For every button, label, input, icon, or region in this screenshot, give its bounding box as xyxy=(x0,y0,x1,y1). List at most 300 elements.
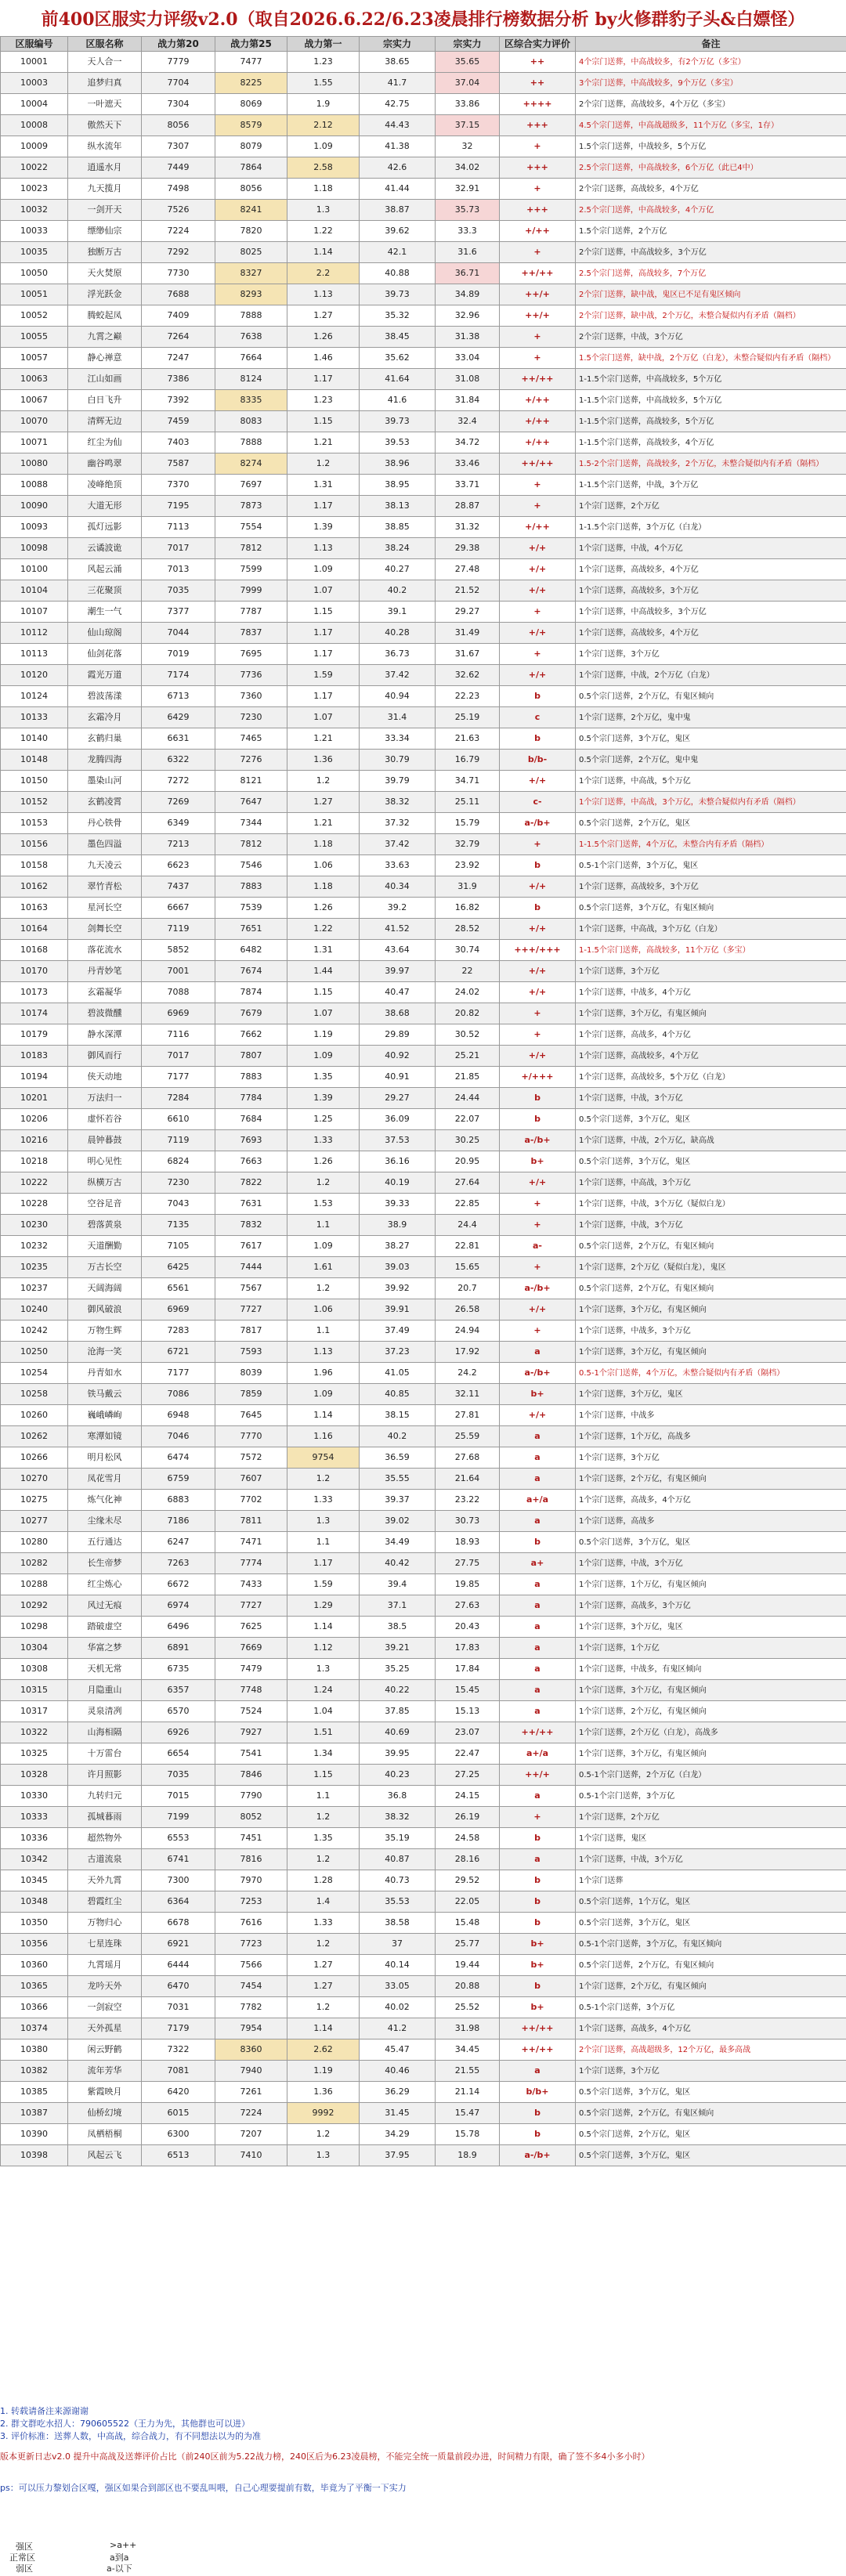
cell-server-name[interactable]: 墨色四溢 xyxy=(68,834,142,855)
cell-sect-power1[interactable]: 41.7 xyxy=(360,73,436,94)
cell-power25[interactable]: 7837 xyxy=(215,623,287,644)
cell-server-name[interactable]: 白日飞升 xyxy=(68,390,142,411)
cell-grade[interactable]: +++ xyxy=(500,115,576,136)
cell-server-id[interactable]: 10107 xyxy=(1,602,68,623)
cell-power20[interactable]: 6610 xyxy=(142,1109,215,1130)
cell-power25[interactable]: 7669 xyxy=(215,1638,287,1659)
cell-sect-power2[interactable]: 28.16 xyxy=(436,1849,500,1870)
cell-power20[interactable]: 7230 xyxy=(142,1172,215,1194)
cell-sect-power1[interactable]: 41.44 xyxy=(360,179,436,200)
cell-power20[interactable]: 7307 xyxy=(142,136,215,157)
cell-sect-power2[interactable]: 15.45 xyxy=(436,1680,500,1701)
cell-note[interactable]: 1个宗门送葬，1个万亿，高战多 xyxy=(576,1426,846,1447)
cell-power25[interactable]: 7433 xyxy=(215,1574,287,1595)
cell-server-name[interactable]: 紫霞映月 xyxy=(68,2082,142,2103)
cell-server-id[interactable]: 10350 xyxy=(1,1913,68,1934)
cell-server-id[interactable]: 10003 xyxy=(1,73,68,94)
cell-grade[interactable]: b+ xyxy=(500,1151,576,1172)
cell-note[interactable]: 1个宗门送葬，3个万亿，有鬼区倾向 xyxy=(576,1680,846,1701)
cell-sect-power1[interactable]: 38.13 xyxy=(360,496,436,517)
cell-sect-power2[interactable]: 27.25 xyxy=(436,1765,500,1786)
cell-power-top[interactable]: 1.27 xyxy=(287,305,360,327)
cell-power25[interactable]: 7477 xyxy=(215,52,287,73)
cell-power20[interactable]: 7174 xyxy=(142,665,215,686)
cell-sect-power2[interactable]: 30.52 xyxy=(436,1024,500,1046)
cell-server-name[interactable]: 丹心铁骨 xyxy=(68,813,142,834)
cell-power25[interactable]: 7674 xyxy=(215,961,287,982)
cell-power-top[interactable]: 1.21 xyxy=(287,728,360,750)
cell-note[interactable]: 0.5个宗门送葬，1个万亿，鬼区 xyxy=(576,1891,846,1913)
cell-sect-power1[interactable]: 39.02 xyxy=(360,1511,436,1532)
cell-grade[interactable]: ++/++ xyxy=(500,1722,576,1743)
cell-note[interactable]: 1个宗门送葬，3个万亿，有鬼区倾向 xyxy=(576,1342,846,1363)
cell-sect-power1[interactable]: 37.32 xyxy=(360,813,436,834)
cell-power25[interactable]: 7820 xyxy=(215,221,287,242)
cell-server-id[interactable]: 10150 xyxy=(1,771,68,792)
cell-sect-power2[interactable]: 18.93 xyxy=(436,1532,500,1553)
cell-power-top[interactable]: 1.17 xyxy=(287,623,360,644)
cell-server-name[interactable]: 玄霜冷月 xyxy=(68,707,142,728)
cell-sect-power2[interactable]: 33.46 xyxy=(436,453,500,475)
cell-sect-power2[interactable]: 30.74 xyxy=(436,940,500,961)
cell-grade[interactable]: +/++ xyxy=(500,432,576,453)
cell-server-name[interactable]: 风起云涌 xyxy=(68,559,142,580)
cell-power20[interactable]: 7019 xyxy=(142,644,215,665)
cell-power-top[interactable]: 1.09 xyxy=(287,559,360,580)
cell-server-name[interactable]: 五行通达 xyxy=(68,1532,142,1553)
cell-power-top[interactable]: 1.9 xyxy=(287,94,360,115)
cell-power25[interactable]: 7651 xyxy=(215,919,287,940)
cell-power20[interactable]: 6349 xyxy=(142,813,215,834)
cell-power25[interactable]: 7253 xyxy=(215,1891,287,1913)
cell-sect-power1[interactable]: 40.2 xyxy=(360,1426,436,1447)
cell-sect-power2[interactable]: 29.27 xyxy=(436,602,500,623)
cell-power20[interactable]: 7113 xyxy=(142,517,215,538)
cell-server-name[interactable]: 尘缘未尽 xyxy=(68,1511,142,1532)
col-header-note[interactable]: 备注 xyxy=(576,37,846,52)
cell-server-id[interactable]: 10112 xyxy=(1,623,68,644)
cell-server-name[interactable]: 幽谷鸣翠 xyxy=(68,453,142,475)
cell-power25[interactable]: 8225 xyxy=(215,73,287,94)
cell-server-name[interactable]: 古道流泉 xyxy=(68,1849,142,1870)
cell-sect-power1[interactable]: 35.32 xyxy=(360,305,436,327)
cell-sect-power2[interactable]: 32.96 xyxy=(436,305,500,327)
cell-power25[interactable]: 7679 xyxy=(215,1003,287,1024)
cell-server-id[interactable]: 10050 xyxy=(1,263,68,284)
cell-server-name[interactable]: 空谷足音 xyxy=(68,1194,142,1215)
cell-sect-power1[interactable]: 40.92 xyxy=(360,1046,436,1067)
cell-power25[interactable]: 7454 xyxy=(215,1976,287,1997)
cell-power20[interactable]: 7300 xyxy=(142,1870,215,1891)
cell-power-top[interactable]: 1.25 xyxy=(287,1109,360,1130)
cell-sect-power2[interactable]: 19.85 xyxy=(436,1574,500,1595)
cell-sect-power1[interactable]: 35.19 xyxy=(360,1828,436,1849)
cell-grade[interactable]: + xyxy=(500,496,576,517)
cell-server-id[interactable]: 10216 xyxy=(1,1130,68,1151)
cell-power25[interactable]: 7617 xyxy=(215,1236,287,1257)
cell-server-id[interactable]: 10385 xyxy=(1,2082,68,2103)
cell-note[interactable]: 1个宗门送葬，鬼区 xyxy=(576,1828,846,1849)
cell-power-top[interactable]: 1.1 xyxy=(287,1215,360,1236)
cell-sect-power2[interactable]: 22.23 xyxy=(436,686,500,707)
cell-power20[interactable]: 7046 xyxy=(142,1426,215,1447)
cell-power25[interactable]: 8241 xyxy=(215,200,287,221)
cell-sect-power2[interactable]: 32.11 xyxy=(436,1384,500,1405)
cell-sect-power2[interactable]: 22.85 xyxy=(436,1194,500,1215)
cell-sect-power1[interactable]: 33.05 xyxy=(360,1976,436,1997)
cell-sect-power2[interactable]: 22.81 xyxy=(436,1236,500,1257)
cell-server-name[interactable]: 傲然天下 xyxy=(68,115,142,136)
cell-note[interactable]: 4个宗门送葬，中高战较多，有2个万亿（多宝） xyxy=(576,52,846,73)
cell-server-id[interactable]: 10120 xyxy=(1,665,68,686)
cell-sect-power2[interactable]: 21.64 xyxy=(436,1469,500,1490)
cell-power25[interactable]: 7539 xyxy=(215,898,287,919)
cell-sect-power1[interactable]: 38.24 xyxy=(360,538,436,559)
cell-sect-power2[interactable]: 32.62 xyxy=(436,665,500,686)
cell-sect-power1[interactable]: 45.47 xyxy=(360,2039,436,2061)
cell-server-id[interactable]: 10052 xyxy=(1,305,68,327)
cell-note[interactable]: 2个宗门送葬，缺中战，2个万亿，未整合疑似内有矛盾（隔档） xyxy=(576,305,846,327)
cell-power20[interactable]: 7264 xyxy=(142,327,215,348)
cell-power20[interactable]: 7001 xyxy=(142,961,215,982)
cell-server-name[interactable]: 凤栖梧桐 xyxy=(68,2124,142,2145)
cell-server-name[interactable]: 九转归元 xyxy=(68,1786,142,1807)
cell-power-top[interactable]: 1.13 xyxy=(287,284,360,305)
cell-sect-power1[interactable]: 37.85 xyxy=(360,1701,436,1722)
cell-server-id[interactable]: 10345 xyxy=(1,1870,68,1891)
cell-power20[interactable]: 7283 xyxy=(142,1321,215,1342)
cell-note[interactable]: 1个宗门送葬，3个万亿，鬼区 xyxy=(576,1617,846,1638)
cell-grade[interactable]: b+ xyxy=(500,1384,576,1405)
cell-power20[interactable]: 6570 xyxy=(142,1701,215,1722)
cell-note[interactable]: 1个宗门送葬，中高战，3个万亿（白龙） xyxy=(576,919,846,940)
cell-grade[interactable]: ++ xyxy=(500,73,576,94)
cell-note[interactable]: 1个宗门送葬，2个万亿 xyxy=(576,496,846,517)
cell-power20[interactable]: 7370 xyxy=(142,475,215,496)
cell-note[interactable]: 1个宗门送葬，高战多，4个万亿 xyxy=(576,2018,846,2039)
cell-power-top[interactable]: 1.09 xyxy=(287,136,360,157)
cell-sect-power2[interactable]: 34.45 xyxy=(436,2039,500,2061)
cell-server-name[interactable]: 缥缈仙宗 xyxy=(68,221,142,242)
cell-sect-power2[interactable]: 26.19 xyxy=(436,1807,500,1828)
cell-power-top[interactable]: 1.17 xyxy=(287,644,360,665)
cell-sect-power1[interactable]: 40.69 xyxy=(360,1722,436,1743)
cell-note[interactable]: 1个宗门送葬，中战，3个万亿 xyxy=(576,1553,846,1574)
cell-power-top[interactable]: 1.22 xyxy=(287,919,360,940)
cell-power25[interactable]: 7782 xyxy=(215,1997,287,2018)
cell-power20[interactable]: 7086 xyxy=(142,1384,215,1405)
cell-grade[interactable]: +/++ xyxy=(500,517,576,538)
cell-server-id[interactable]: 10080 xyxy=(1,453,68,475)
cell-note[interactable]: 1-1.5个宗门送葬，高战较多，11个万亿（多宝） xyxy=(576,940,846,961)
cell-power-top[interactable]: 1.24 xyxy=(287,1680,360,1701)
cell-server-name[interactable]: 月隐重山 xyxy=(68,1680,142,1701)
cell-server-id[interactable]: 10232 xyxy=(1,1236,68,1257)
cell-server-name[interactable]: 潮生一气 xyxy=(68,602,142,623)
cell-grade[interactable]: b xyxy=(500,1913,576,1934)
cell-sect-power2[interactable]: 33.86 xyxy=(436,94,500,115)
cell-sect-power2[interactable]: 21.14 xyxy=(436,2082,500,2103)
cell-sect-power1[interactable]: 40.27 xyxy=(360,559,436,580)
cell-power-top[interactable]: 1.14 xyxy=(287,1617,360,1638)
cell-sect-power1[interactable]: 36.8 xyxy=(360,1786,436,1807)
cell-grade[interactable]: + xyxy=(500,242,576,263)
cell-server-id[interactable]: 10098 xyxy=(1,538,68,559)
cell-note[interactable]: 1个宗门送葬，中战，3个万亿 xyxy=(576,1849,846,1870)
cell-note[interactable]: 1个宗门送葬，2个万亿（白龙），高战多 xyxy=(576,1722,846,1743)
cell-power25[interactable]: 7616 xyxy=(215,1913,287,1934)
cell-sect-power1[interactable]: 40.87 xyxy=(360,1849,436,1870)
cell-server-name[interactable]: 万古长空 xyxy=(68,1257,142,1278)
cell-power-top[interactable]: 1.1 xyxy=(287,1321,360,1342)
cell-sect-power1[interactable]: 38.87 xyxy=(360,200,436,221)
cell-power20[interactable]: 6364 xyxy=(142,1891,215,1913)
cell-server-name[interactable]: 御风而行 xyxy=(68,1046,142,1067)
cell-power-top[interactable]: 1.15 xyxy=(287,602,360,623)
cell-server-id[interactable]: 10009 xyxy=(1,136,68,157)
cell-sect-power1[interactable]: 42.1 xyxy=(360,242,436,263)
cell-server-name[interactable]: 虚怀若谷 xyxy=(68,1109,142,1130)
cell-power20[interactable]: 6470 xyxy=(142,1976,215,1997)
cell-sect-power2[interactable]: 31.67 xyxy=(436,644,500,665)
cell-sect-power2[interactable]: 23.07 xyxy=(436,1722,500,1743)
cell-sect-power2[interactable]: 24.2 xyxy=(436,1363,500,1384)
cell-sect-power2[interactable]: 24.15 xyxy=(436,1786,500,1807)
cell-sect-power2[interactable]: 31.49 xyxy=(436,623,500,644)
cell-sect-power1[interactable]: 40.91 xyxy=(360,1067,436,1088)
cell-server-id[interactable]: 10356 xyxy=(1,1934,68,1955)
cell-note[interactable]: 1个宗门送葬，中战，4个万亿 xyxy=(576,538,846,559)
cell-server-name[interactable]: 天火焚原 xyxy=(68,263,142,284)
cell-power20[interactable]: 7272 xyxy=(142,771,215,792)
cell-power20[interactable]: 7526 xyxy=(142,200,215,221)
cell-note[interactable]: 1个宗门送葬，中战多，4个万亿 xyxy=(576,982,846,1003)
cell-power-top[interactable]: 1.26 xyxy=(287,327,360,348)
cell-server-id[interactable]: 10174 xyxy=(1,1003,68,1024)
cell-note[interactable]: 2.5个宗门送葬，中高战较多，6个万亿（此已4中） xyxy=(576,157,846,179)
cell-power-top[interactable]: 1.18 xyxy=(287,876,360,898)
cell-server-name[interactable]: 沧海一笑 xyxy=(68,1342,142,1363)
cell-grade[interactable]: b xyxy=(500,2103,576,2124)
cell-sect-power2[interactable]: 31.08 xyxy=(436,369,500,390)
cell-power20[interactable]: 7587 xyxy=(142,453,215,475)
cell-power20[interactable]: 6631 xyxy=(142,728,215,750)
cell-sect-power2[interactable]: 24.4 xyxy=(436,1215,500,1236)
cell-grade[interactable]: a xyxy=(500,1447,576,1469)
cell-power-top[interactable]: 1.23 xyxy=(287,52,360,73)
cell-power-top[interactable]: 1.14 xyxy=(287,2018,360,2039)
cell-note[interactable]: 1个宗门送葬，中战，2个万亿，缺高战 xyxy=(576,1130,846,1151)
cell-power25[interactable]: 7566 xyxy=(215,1955,287,1976)
cell-grade[interactable]: + xyxy=(500,1321,576,1342)
cell-power25[interactable]: 7207 xyxy=(215,2124,287,2145)
cell-power25[interactable]: 7541 xyxy=(215,1743,287,1765)
cell-power20[interactable]: 7017 xyxy=(142,538,215,559)
cell-sect-power1[interactable]: 36.29 xyxy=(360,2082,436,2103)
cell-power20[interactable]: 7195 xyxy=(142,496,215,517)
cell-power20[interactable]: 7449 xyxy=(142,157,215,179)
cell-note[interactable]: 1个宗门送葬，3个万亿 xyxy=(576,2061,846,2082)
cell-server-id[interactable]: 10280 xyxy=(1,1532,68,1553)
cell-sect-power2[interactable]: 24.02 xyxy=(436,982,500,1003)
cell-sect-power1[interactable]: 44.43 xyxy=(360,115,436,136)
cell-server-id[interactable]: 10270 xyxy=(1,1469,68,1490)
cell-power25[interactable]: 8274 xyxy=(215,453,287,475)
cell-grade[interactable]: a xyxy=(500,1342,576,1363)
cell-power-top[interactable]: 1.39 xyxy=(287,1088,360,1109)
cell-server-name[interactable]: 龙吟天外 xyxy=(68,1976,142,1997)
cell-note[interactable]: 1个宗门送葬，2个万亿，有鬼区倾向 xyxy=(576,1469,846,1490)
cell-grade[interactable]: ++/+ xyxy=(500,1765,576,1786)
cell-server-name[interactable]: 十万雷台 xyxy=(68,1743,142,1765)
cell-power20[interactable]: 7224 xyxy=(142,221,215,242)
cell-sect-power1[interactable]: 31.45 xyxy=(360,2103,436,2124)
cell-note[interactable]: 1个宗门送葬，高战较多，4个万亿 xyxy=(576,1046,846,1067)
cell-sect-power2[interactable]: 20.88 xyxy=(436,1976,500,1997)
cell-server-name[interactable]: 万法归一 xyxy=(68,1088,142,1109)
cell-power-top[interactable]: 1.1 xyxy=(287,1532,360,1553)
cell-sect-power1[interactable]: 40.19 xyxy=(360,1172,436,1194)
cell-server-id[interactable]: 10222 xyxy=(1,1172,68,1194)
cell-grade[interactable]: ++/+ xyxy=(500,284,576,305)
cell-power20[interactable]: 6759 xyxy=(142,1469,215,1490)
cell-sect-power1[interactable]: 39.33 xyxy=(360,1194,436,1215)
cell-power20[interactable]: 7377 xyxy=(142,602,215,623)
cell-power20[interactable]: 7119 xyxy=(142,919,215,940)
cell-sect-power2[interactable]: 18.9 xyxy=(436,2145,500,2166)
cell-grade[interactable]: + xyxy=(500,179,576,200)
cell-power-top[interactable]: 1.09 xyxy=(287,1046,360,1067)
cell-power-top[interactable]: 1.2 xyxy=(287,1469,360,1490)
cell-server-name[interactable]: 凤花雪月 xyxy=(68,1469,142,1490)
cell-grade[interactable]: b xyxy=(500,1870,576,1891)
cell-grade[interactable]: +++ xyxy=(500,157,576,179)
cell-sect-power2[interactable]: 22.05 xyxy=(436,1891,500,1913)
cell-server-id[interactable]: 10032 xyxy=(1,200,68,221)
cell-power20[interactable]: 6969 xyxy=(142,1299,215,1321)
cell-grade[interactable]: b xyxy=(500,1976,576,1997)
cell-grade[interactable]: b xyxy=(500,898,576,919)
cell-sect-power1[interactable]: 38.95 xyxy=(360,475,436,496)
cell-note[interactable]: 1个宗门送葬，高战较多，4个万亿 xyxy=(576,559,846,580)
cell-power-top[interactable]: 1.15 xyxy=(287,1765,360,1786)
cell-power-top[interactable]: 1.96 xyxy=(287,1363,360,1384)
cell-note[interactable]: 1个宗门送葬，3个万亿，鬼区 xyxy=(576,1384,846,1405)
cell-power-top[interactable]: 1.59 xyxy=(287,1574,360,1595)
cell-server-name[interactable]: 碧落黄泉 xyxy=(68,1215,142,1236)
cell-sect-power1[interactable]: 39.73 xyxy=(360,284,436,305)
cell-note[interactable]: 0.5个宗门送葬，2个万亿，鬼区 xyxy=(576,813,846,834)
cell-power25[interactable]: 7774 xyxy=(215,1553,287,1574)
cell-grade[interactable]: ++/++ xyxy=(500,263,576,284)
cell-server-id[interactable]: 10260 xyxy=(1,1405,68,1426)
cell-sect-power2[interactable]: 25.21 xyxy=(436,1046,500,1067)
cell-sect-power2[interactable]: 32.4 xyxy=(436,411,500,432)
cell-power25[interactable]: 7261 xyxy=(215,2082,287,2103)
cell-power-top[interactable]: 1.33 xyxy=(287,1130,360,1151)
cell-power25[interactable]: 6482 xyxy=(215,940,287,961)
cell-note[interactable]: 0.5-1个宗门送葬，3个万亿，有鬼区倾向 xyxy=(576,1934,846,1955)
cell-sect-power1[interactable]: 40.73 xyxy=(360,1870,436,1891)
cell-sect-power1[interactable]: 33.63 xyxy=(360,855,436,876)
cell-grade[interactable]: ++ xyxy=(500,52,576,73)
cell-sect-power2[interactable]: 25.77 xyxy=(436,1934,500,1955)
cell-power20[interactable]: 7779 xyxy=(142,52,215,73)
cell-grade[interactable]: b+ xyxy=(500,1955,576,1976)
col-header-power20[interactable]: 战力第20 xyxy=(142,37,215,52)
cell-grade[interactable]: ++/+ xyxy=(500,305,576,327)
cell-sect-power1[interactable]: 38.45 xyxy=(360,327,436,348)
cell-sect-power1[interactable]: 39.53 xyxy=(360,432,436,453)
cell-power20[interactable]: 7437 xyxy=(142,876,215,898)
cell-grade[interactable]: b xyxy=(500,855,576,876)
cell-power-top[interactable]: 1.2 xyxy=(287,1997,360,2018)
cell-power25[interactable]: 7645 xyxy=(215,1405,287,1426)
cell-grade[interactable]: a xyxy=(500,1574,576,1595)
cell-power25[interactable]: 7888 xyxy=(215,432,287,453)
cell-power-top[interactable]: 1.17 xyxy=(287,1553,360,1574)
cell-grade[interactable]: b/b+ xyxy=(500,2082,576,2103)
cell-power25[interactable]: 8079 xyxy=(215,136,287,157)
cell-power25[interactable]: 7807 xyxy=(215,1046,287,1067)
cell-sect-power2[interactable]: 15.78 xyxy=(436,2124,500,2145)
cell-power-top[interactable]: 1.12 xyxy=(287,1638,360,1659)
cell-power20[interactable]: 6948 xyxy=(142,1405,215,1426)
cell-note[interactable]: 1个宗门送葬，高战较多，3个万亿 xyxy=(576,580,846,602)
cell-power20[interactable]: 7498 xyxy=(142,179,215,200)
cell-power-top[interactable]: 1.15 xyxy=(287,982,360,1003)
cell-sect-power2[interactable]: 20.43 xyxy=(436,1617,500,1638)
cell-sect-power2[interactable]: 15.79 xyxy=(436,813,500,834)
cell-note[interactable]: 1.5个宗门送葬，2个万亿 xyxy=(576,221,846,242)
cell-grade[interactable]: a+ xyxy=(500,1553,576,1574)
cell-note[interactable]: 1个宗门送葬，中战，3个万亿 xyxy=(576,1088,846,1109)
cell-server-name[interactable]: 闲云野鹤 xyxy=(68,2039,142,2061)
cell-server-id[interactable]: 10055 xyxy=(1,327,68,348)
cell-sect-power2[interactable]: 31.9 xyxy=(436,876,500,898)
cell-server-id[interactable]: 10158 xyxy=(1,855,68,876)
cell-server-id[interactable]: 10322 xyxy=(1,1722,68,1743)
col-header-sect-power2[interactable]: 宗实力 xyxy=(436,37,500,52)
cell-server-id[interactable]: 10168 xyxy=(1,940,68,961)
cell-server-id[interactable]: 10228 xyxy=(1,1194,68,1215)
cell-server-id[interactable]: 10035 xyxy=(1,242,68,263)
cell-sect-power2[interactable]: 27.81 xyxy=(436,1405,500,1426)
cell-power-top[interactable]: 1.3 xyxy=(287,1511,360,1532)
cell-grade[interactable]: + xyxy=(500,1807,576,1828)
cell-power20[interactable]: 6474 xyxy=(142,1447,215,1469)
cell-power20[interactable]: 7386 xyxy=(142,369,215,390)
cell-server-name[interactable]: 三花聚顶 xyxy=(68,580,142,602)
cell-power-top[interactable]: 1.27 xyxy=(287,1955,360,1976)
cell-power25[interactable]: 7790 xyxy=(215,1786,287,1807)
cell-grade[interactable]: +/++ xyxy=(500,390,576,411)
cell-server-id[interactable]: 10254 xyxy=(1,1363,68,1384)
cell-note[interactable]: 0.5个宗门送葬，2个万亿，鬼中鬼 xyxy=(576,750,846,771)
cell-note[interactable]: 1.5个宗门送葬，中战较多，5个万亿 xyxy=(576,136,846,157)
cell-sect-power1[interactable]: 37.42 xyxy=(360,834,436,855)
cell-sect-power1[interactable]: 38.85 xyxy=(360,517,436,538)
cell-server-id[interactable]: 10004 xyxy=(1,94,68,115)
cell-power-top[interactable]: 1.44 xyxy=(287,961,360,982)
cell-grade[interactable]: a xyxy=(500,1786,576,1807)
cell-power-top[interactable]: 1.2 xyxy=(287,1849,360,1870)
cell-sect-power1[interactable]: 39.92 xyxy=(360,1278,436,1299)
cell-power25[interactable]: 7846 xyxy=(215,1765,287,1786)
cell-power25[interactable]: 7888 xyxy=(215,305,287,327)
cell-power-top[interactable]: 1.2 xyxy=(287,2124,360,2145)
cell-power25[interactable]: 7451 xyxy=(215,1828,287,1849)
